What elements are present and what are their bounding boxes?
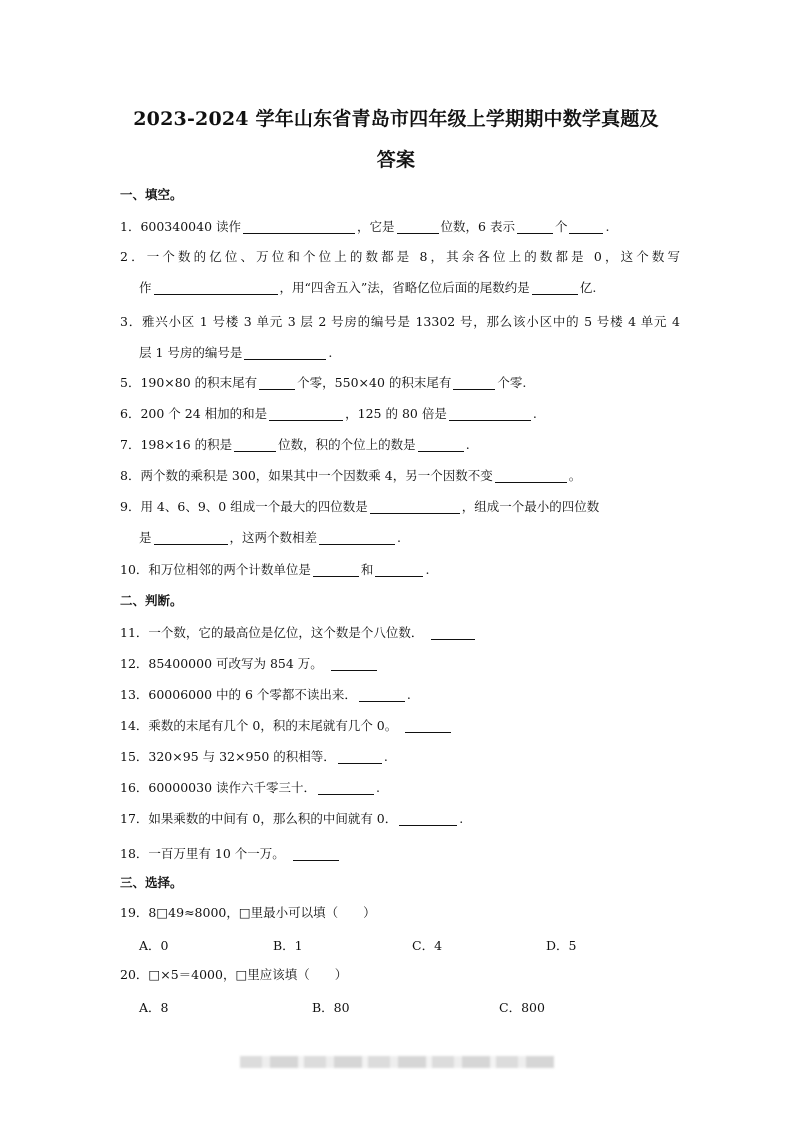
question-14	[120, 717, 680, 735]
answer-blank[interactable]	[431, 625, 475, 640]
q6-text-a: 6．200 个 24 相加的和是	[120, 406, 268, 421]
q20-option-c[interactable]: C．800	[499, 1000, 545, 1015]
q18-text-a: 18．一百万里有 10 个一万。	[120, 846, 285, 861]
q1-text-a: 1．600340040 读作	[120, 219, 242, 234]
q8-text-b: 。	[568, 468, 582, 483]
q9-text-e: .	[397, 530, 402, 545]
q12-text-a: 12．85400000 可改写为 854 万。	[120, 656, 323, 671]
question-18	[120, 845, 680, 863]
answer-blank[interactable]	[375, 562, 423, 577]
question-11	[120, 624, 680, 642]
answer-blank[interactable]	[418, 437, 464, 452]
answer-blank[interactable]	[234, 437, 276, 452]
q6-text-b: ，125 的 80 倍是	[345, 406, 447, 421]
q6-text-c: .	[532, 406, 537, 421]
q19-option-c[interactable]: C．4	[412, 938, 443, 953]
answer-blank[interactable]	[338, 749, 382, 764]
q19-option-a[interactable]: A．0	[139, 938, 169, 953]
page-title-line-2: 答案	[376, 149, 416, 171]
page-title-line-1: 2023-2024 学年山东省青岛市四年级上学期期中数学真题及	[133, 108, 659, 130]
question-15	[120, 748, 680, 766]
q2-text-c: ，用“四舍五入”法，省略亿位后面的尾数约是	[279, 280, 530, 295]
q9-text-b: ，组成一个最小的四位数	[461, 499, 600, 514]
question-12	[120, 655, 680, 673]
q5-text-c: 个零.	[497, 375, 527, 390]
answer-blank[interactable]	[405, 718, 451, 733]
q10-text-b: 和	[360, 562, 374, 577]
answer-blank[interactable]	[154, 530, 228, 545]
q13-text-b: .	[406, 687, 411, 702]
answer-blank[interactable]	[495, 468, 567, 483]
q1-text-b: ，它是	[357, 219, 395, 234]
q11-text-a: 11．一个数，它的最高位是亿位，这个数是个八位数．	[120, 625, 424, 640]
q7-text-b: 位数，积的个位上的数是	[278, 437, 416, 452]
q1-text-e: .	[605, 219, 610, 234]
answer-blank[interactable]	[318, 780, 374, 795]
q16-text-a: 16．60000030 读作六千零三十．	[120, 780, 317, 795]
question-3-line-2	[139, 344, 699, 362]
q17-text-a: 17．如果乘数的中间有 0，那么积的中间就有 0．	[120, 811, 398, 826]
answer-blank[interactable]	[259, 375, 295, 390]
section-heading-fill: 一、填空。	[120, 187, 183, 202]
q19-option-b[interactable]: B．1	[273, 938, 303, 953]
question-10	[120, 561, 680, 579]
answer-blank[interactable]	[370, 499, 460, 514]
q1-text-d: 个	[554, 219, 568, 234]
q3-text-c: .	[328, 345, 333, 360]
answer-blank[interactable]	[154, 280, 278, 295]
question-9-line-1	[120, 498, 680, 516]
q19-option-d[interactable]: D．5	[546, 938, 577, 953]
answer-blank[interactable]	[359, 687, 405, 702]
question-17	[120, 810, 680, 828]
answer-blank[interactable]	[517, 219, 553, 234]
q3-text-b: 层 1 号房的编号是	[139, 345, 243, 360]
answer-blank[interactable]	[269, 406, 343, 421]
q7-text-c: .	[465, 437, 470, 452]
answer-blank[interactable]	[569, 219, 603, 234]
question-16	[120, 779, 680, 797]
question-5	[120, 374, 680, 392]
q9-text-a: 9．用 4、6、9、0 组成一个最大的四位数是	[120, 499, 368, 514]
answer-blank[interactable]	[313, 562, 359, 577]
answer-blank[interactable]	[293, 846, 339, 861]
q15-text-b: .	[383, 749, 388, 764]
q7-text-a: 7．198×16 的积是	[120, 437, 233, 452]
question-20: 20．□×5＝4000，□里应该填（ ）	[120, 967, 348, 982]
answer-blank[interactable]	[449, 406, 531, 421]
question-2-line-1: 2．一个数的亿位、万位和个位上的数都是 8，其余各位上的数都是 0，这个数写	[120, 249, 680, 264]
answer-blank[interactable]	[243, 219, 355, 234]
answer-blank[interactable]	[532, 280, 578, 295]
question-2-line-2	[139, 279, 699, 297]
question-8	[120, 467, 680, 485]
answer-blank[interactable]	[399, 811, 457, 826]
q2-text-d: 亿.	[579, 280, 597, 295]
q14-text-a: 14．乘数的末尾有几个 0，积的末尾就有几个 0。	[120, 718, 398, 733]
q16-text-b: .	[376, 780, 380, 795]
answer-blank[interactable]	[244, 345, 326, 360]
q2-text-b: 作	[139, 280, 152, 295]
section-heading-choice: 三、选择。	[120, 875, 183, 890]
answer-blank[interactable]	[397, 219, 439, 234]
answer-blank[interactable]	[319, 530, 395, 545]
q20-option-a[interactable]: A．8	[139, 1000, 169, 1015]
q13-text-a: 13．60006000 中的 6 个零都不读出来．	[120, 687, 357, 702]
blurred-footer-watermark	[240, 1056, 554, 1068]
q20-option-b[interactable]: B．80	[312, 1000, 350, 1015]
q10-text-c: .	[425, 562, 430, 577]
q5-text-a: 5．190×80 的积末尾有	[120, 375, 258, 390]
q9-text-c: 是	[139, 530, 152, 545]
q9-text-d: ，这两个数相差	[229, 530, 318, 545]
question-13	[120, 686, 680, 704]
q10-text-a: 10．和万位相邻的两个计数单位是	[120, 562, 311, 577]
question-19: 19．8□49≈8000，□里最小可以填（ ）	[120, 905, 376, 920]
q15-text-a: 15．320×95 与 32×950 的积相等．	[120, 749, 336, 764]
question-3-line-1: 3．雅兴小区 1 号楼 3 单元 3 层 2 号房的编号是 13302 号，那么该小区中的 5 号楼 4 单元 4	[120, 314, 680, 329]
q17-text-b: .	[459, 811, 464, 826]
question-9-line-2	[139, 529, 699, 547]
question-7	[120, 436, 680, 454]
q5-text-b: 个零，550×40 的积末尾有	[297, 375, 452, 390]
answer-blank[interactable]	[453, 375, 495, 390]
section-heading-judge: 二、判断。	[120, 593, 183, 608]
question-6	[120, 405, 680, 423]
answer-blank[interactable]	[331, 656, 377, 671]
question-1	[120, 218, 680, 236]
q1-text-c: 位数，6 表示	[440, 219, 515, 234]
q8-text-a: 8．两个数的乘积是 300，如果其中一个因数乘 4，另一个因数不变	[120, 468, 493, 483]
